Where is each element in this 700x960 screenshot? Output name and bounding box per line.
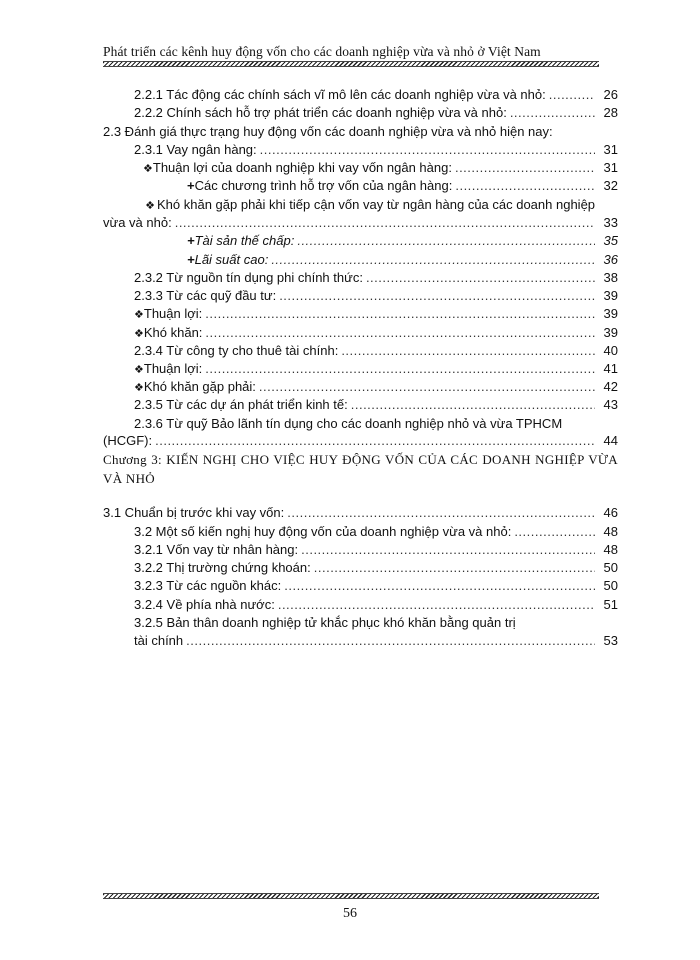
toc-entry-label: 3.2.4 Về phía nhà nước:	[134, 597, 275, 612]
toc-entry[interactable]	[187, 251, 618, 269]
toc-entry-label: 2.3.1 Vay ngân hàng:	[134, 142, 257, 157]
toc-entry-line1[interactable]	[134, 614, 618, 632]
toc-entry[interactable]	[134, 269, 618, 287]
dot-leader	[549, 86, 595, 104]
toc-entry[interactable]	[134, 360, 618, 378]
dot-leader	[287, 504, 595, 522]
running-header: Phát triển các kênh huy động vốn cho các doanh nghiệp vừa và nhỏ ở Việt Nam	[103, 44, 541, 59]
toc-entry-label: 3.2.5 Bản thân doanh nghiệp tử khắc phục khó khăn bằng quản trị	[134, 615, 516, 630]
toc-entry-page: 44	[603, 433, 618, 448]
toc-entry-page: 26	[603, 87, 618, 102]
toc-entry-label: 2.3.5 Từ các dự án phát triển kinh tế:	[134, 397, 348, 412]
toc-entry-page: 39	[603, 306, 618, 321]
toc-entry-page: 41	[603, 361, 618, 376]
toc-entry[interactable]	[134, 577, 618, 595]
dot-leader	[260, 141, 595, 159]
dot-leader	[301, 541, 595, 559]
dot-leader	[205, 305, 595, 323]
toc-entry-label: 3.2 Một số kiến nghị huy động vốn của doanh nghiệp vừa và nhỏ:	[134, 524, 512, 539]
toc-entry-line2[interactable]	[103, 214, 618, 232]
toc-entry-page: 35	[603, 233, 618, 248]
plus-bullet-icon: +	[187, 178, 195, 193]
dot-leader	[205, 324, 595, 342]
toc-entry-page: 36	[603, 252, 618, 267]
toc-entry[interactable]	[134, 324, 618, 342]
dot-leader	[341, 342, 595, 360]
toc-entry[interactable]	[143, 159, 618, 177]
dot-leader	[278, 596, 595, 614]
diamond-bullet-icon: ❖	[134, 364, 144, 376]
plus-bullet-icon: +	[187, 233, 195, 248]
dot-leader	[259, 378, 595, 396]
toc-entry-page: 50	[603, 578, 618, 593]
toc-entry-page: 39	[603, 325, 618, 340]
toc-entry-label: (HCGF):	[103, 433, 153, 448]
toc-entry-label: 2.2.2 Chính sách hỗ trợ phát triển các doanh nghiệp vừa và nhỏ:	[134, 105, 507, 120]
toc-entry-label: 2.3.3 Từ các quỹ đầu tư:	[134, 288, 277, 303]
toc-entry-line2[interactable]	[103, 432, 618, 450]
toc-entry-page: 46	[603, 505, 618, 520]
toc-entry[interactable]	[134, 541, 618, 559]
toc-entry-label: Thuận lợi của doanh nghiệp khi vay vốn ngân hàng:	[152, 160, 452, 175]
toc-entry[interactable]	[134, 523, 618, 541]
toc-entry-label: Khó khăn:	[143, 325, 203, 340]
toc-entry[interactable]	[134, 559, 618, 577]
toc-entry-page: 28	[603, 105, 618, 120]
dot-leader	[455, 177, 595, 195]
toc-entry-page: 48	[603, 542, 618, 557]
toc-entry-page: 38	[603, 270, 618, 285]
dot-leader	[510, 104, 595, 122]
toc-entry[interactable]	[187, 232, 618, 250]
dot-leader	[351, 396, 595, 414]
toc-entry[interactable]	[134, 86, 618, 104]
dot-leader	[297, 232, 595, 250]
toc-entry-label: vừa và nhỏ:	[103, 215, 172, 230]
toc-entry[interactable]	[134, 396, 618, 414]
toc-entry-line2[interactable]	[134, 632, 618, 650]
dot-leader	[175, 214, 595, 232]
diamond-bullet-icon: ❖	[143, 163, 153, 175]
toc-entry-line1[interactable]	[143, 196, 618, 214]
toc-entry-page: 39	[603, 288, 618, 303]
toc-entry-label: tài chính	[134, 633, 184, 648]
toc-entry-page: 48	[603, 524, 618, 539]
plus-bullet-icon: +	[187, 252, 195, 267]
toc-entry[interactable]	[103, 504, 618, 522]
toc-entry-label: Thuận lợi:	[143, 361, 203, 376]
dot-leader	[366, 269, 595, 287]
toc-entry-page: 42	[603, 379, 618, 394]
page-number: 56	[343, 906, 357, 921]
toc-entry-page: 50	[603, 560, 618, 575]
header-divider	[103, 61, 599, 67]
toc-entry-page: 43	[603, 397, 618, 412]
toc-entry-page: 33	[603, 215, 618, 230]
toc-entry[interactable]	[134, 342, 618, 360]
toc-entry[interactable]	[134, 596, 618, 614]
toc-section-heading[interactable]	[103, 123, 618, 141]
toc-entry[interactable]	[134, 305, 618, 323]
dot-leader	[455, 159, 595, 177]
dot-leader	[205, 360, 595, 378]
toc-entry-label: Lãi suất cao:	[194, 252, 269, 267]
toc-entry-label: 2.3.4 Từ công ty cho thuê tài chính:	[134, 343, 339, 358]
dot-leader	[271, 251, 595, 269]
toc-entry-label: 3.1 Chuẩn bị trước khi vay vốn:	[103, 505, 285, 520]
toc-entry-label: 3.2.3 Từ các nguồn khác:	[134, 578, 282, 593]
toc-entry-label: 3.2.1 Vốn vay từ nhân hàng:	[134, 542, 299, 557]
toc-entry-page: 31	[603, 160, 618, 175]
toc-entry[interactable]	[134, 287, 618, 305]
dot-leader	[514, 523, 595, 541]
toc-entry-page: 53	[603, 633, 618, 648]
toc-entry[interactable]	[134, 378, 618, 396]
diamond-bullet-icon: ❖	[145, 200, 155, 212]
dot-leader	[186, 632, 595, 650]
toc-entry-page: 31	[603, 142, 618, 157]
toc-entry-label: Khó khăn gặp phải khi tiếp cận vốn vay từ ngân hàng của các doanh nghiệp	[157, 197, 596, 212]
dot-leader	[279, 287, 595, 305]
toc-entry-label: Các chương trình hỗ trợ vốn của ngân hàng:	[194, 178, 453, 193]
toc-entry-page: 40	[603, 343, 618, 358]
toc-entry[interactable]	[134, 104, 618, 122]
toc-entry-page: 32	[603, 178, 618, 193]
chapter-heading[interactable]: Chương 3: KIẾN NGHỊ CHO VIỆC HUY ĐỘNG VỐN CỦA CÁC DOANH NGHIỆP VỪA VÀ NHỎ	[103, 452, 618, 486]
toc-entry-label: Khó khăn gặp phải:	[143, 379, 256, 394]
toc-entry[interactable]	[134, 141, 618, 159]
toc-entry-label: 2.3 Đánh giá thực trạng huy động vốn các doanh nghiệp vừa và nhỏ hiện nay:	[103, 124, 553, 139]
dot-leader	[155, 432, 595, 450]
diamond-bullet-icon: ❖	[134, 328, 144, 340]
toc-entry-label: 3.2.2 Thị trường chứng khoán:	[134, 560, 311, 575]
toc-entry-page: 51	[603, 597, 618, 612]
footer-divider	[103, 893, 599, 899]
toc-entry-label: Thuận lợi:	[143, 306, 203, 321]
toc-entry[interactable]	[187, 177, 618, 195]
toc-entry-label: 2.2.1 Tác động các chính sách vĩ mô lên các doanh nghiệp vừa và nhỏ:	[134, 87, 546, 102]
dot-leader	[314, 559, 595, 577]
diamond-bullet-icon: ❖	[134, 382, 144, 394]
dot-leader	[284, 577, 595, 595]
diamond-bullet-icon: ❖	[134, 309, 144, 321]
toc-entry-label: 2.3.6 Từ quỹ Bảo lãnh tín dụng cho các doanh nghiệp nhỏ và vừa TPHCM	[134, 416, 563, 431]
toc-entry-label: Tài sản thế chấp:	[194, 233, 295, 248]
toc-entry-line1[interactable]	[134, 415, 618, 433]
toc-entry-label: 2.3.2 Từ nguồn tín dụng phi chính thức:	[134, 270, 363, 285]
